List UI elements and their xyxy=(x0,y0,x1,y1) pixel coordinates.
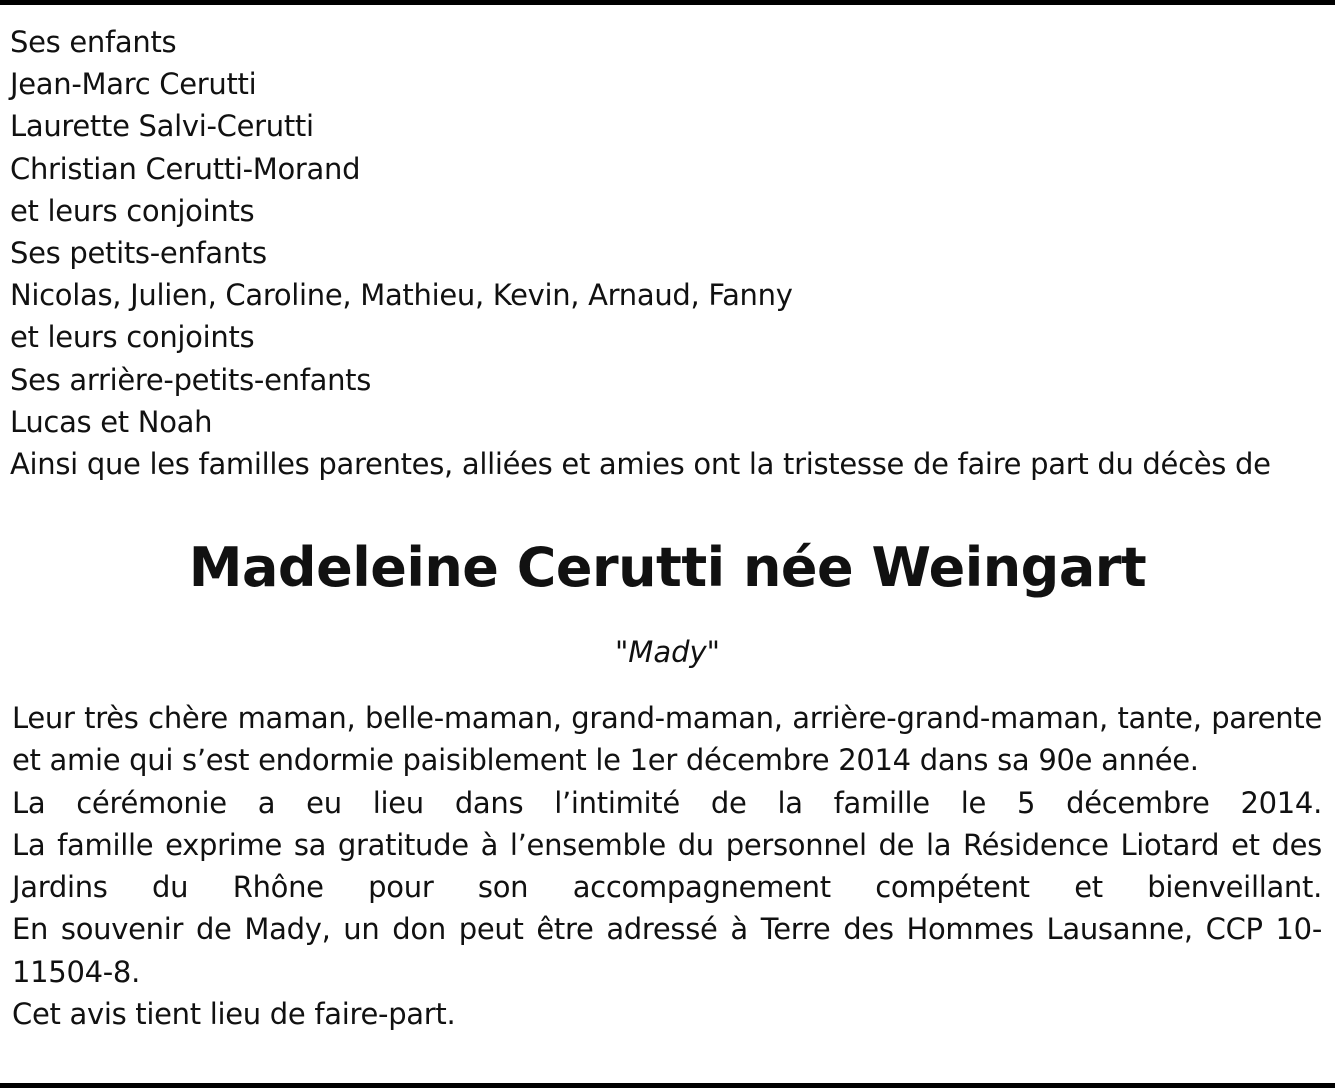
message-paragraph-ceremony: La cérémonie a eu lieu dans l’intimité de la famille le 5 décembre 2014. xyxy=(12,785,1322,820)
family-line-grandchildren-spouses: et leurs conjoints xyxy=(10,320,255,355)
family-line-great-grandchildren-names: Lucas et Noah xyxy=(10,404,213,439)
family-line-children-spouses: et leurs conjoints xyxy=(10,193,255,228)
family-line-child-2: Laurette Salvi-Cerutti xyxy=(10,109,314,144)
top-border-rule xyxy=(0,0,1335,5)
family-line-children-heading: Ses enfants xyxy=(10,25,177,59)
obituary-message xyxy=(12,697,1322,1035)
message-paragraph-donation: En souvenir de Mady, un don peut être adressé à Terre des Hommes Lausanne, CCP 10-11504-8. xyxy=(12,912,1322,989)
family-line-grandchildren-heading: Ses petits-enfants xyxy=(10,236,267,271)
message-paragraph-tribute: Leur très chère maman, belle-maman, grand-maman, arrière-grand-maman, tante, parente et amie qui s’est endormie paisiblement le 1er décembre 2014 dans sa 90e année. xyxy=(12,701,1322,778)
deceased-name: Madeleine Cerutti née Weingart xyxy=(188,536,1147,599)
deceased-nickname: "Mady" xyxy=(614,635,721,669)
family-line-announcement: Ainsi que les familles parentes, alliées et amies ont la tristesse de faire part du décès de xyxy=(10,447,1271,482)
bottom-border-rule xyxy=(0,1083,1335,1088)
message-paragraph-closing: Cet avis tient lieu de faire-part. xyxy=(12,997,456,1032)
family-line-child-3: Christian Cerutti-Morand xyxy=(10,151,361,186)
family-list xyxy=(10,21,1328,485)
message-paragraph-gratitude: La famille exprime sa gratitude à l’ensemble du personnel de la Résidence Liotard et des Jardins du Rhône pour son accompagnement compétent et bienveillant. xyxy=(12,827,1322,905)
family-line-grandchildren-names: Nicolas, Julien, Caroline, Mathieu, Kevin, Arnaud, Fanny xyxy=(10,278,793,313)
family-line-child-1: Jean-Marc Cerutti xyxy=(10,67,257,102)
family-line-great-grandchildren-heading: Ses arrière-petits-enfants xyxy=(10,362,372,397)
